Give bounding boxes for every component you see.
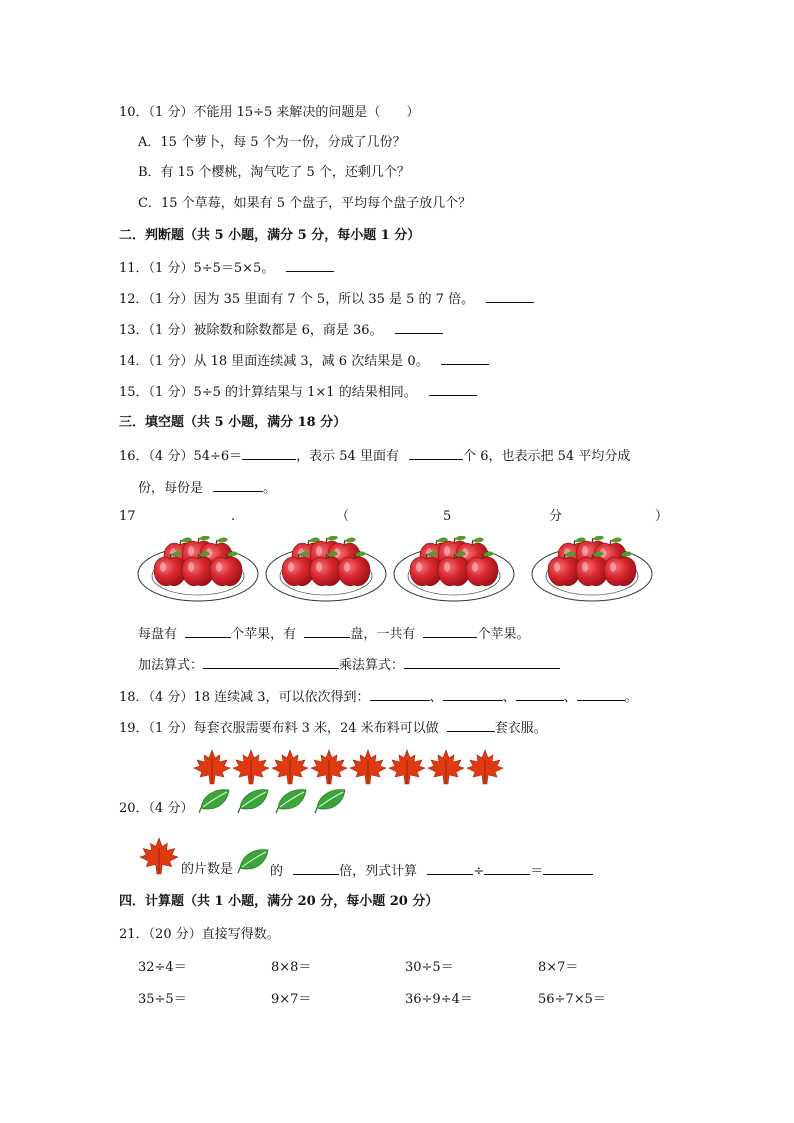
q20-eq: ＝ [530,864,544,879]
q18-blank-4[interactable] [577,687,625,701]
maple-icon [194,750,230,784]
q19-blank[interactable] [447,718,495,732]
q17-blank-total[interactable] [423,624,477,638]
green-leaf-icon [276,790,306,813]
green-leaf-icon [237,846,271,876]
maple-leaves-row [193,748,507,786]
q15 [119,382,477,402]
apple-plates-image [136,536,656,606]
calc-item: 8×8＝ [271,960,312,975]
maple-icon [311,750,347,784]
q16-line1 [119,446,630,466]
q16-part3: 个 6，也表示把 54 平均分成 [463,449,631,464]
q14-text: 14．（1 分）从 18 里面连续减 3，减 6 次结果是 0。 [119,354,429,369]
q17-addition-blank[interactable] [203,655,339,669]
q16-part4: 份，每份是 [138,481,204,496]
q17-right-paren: ） [655,509,669,524]
q20-text-a: 的片数是 [181,862,234,877]
q11-answer-blank[interactable] [286,258,334,272]
q14-answer-blank[interactable] [441,351,489,365]
q18-blank-2[interactable] [443,687,503,701]
q16-part5: 。 [263,481,277,496]
q11 [119,258,334,278]
q17-left-paren: （ [336,509,350,524]
q17-line2 [138,655,560,675]
plate-2 [266,536,386,601]
q17-number: 17 [119,509,136,524]
q20-blank-result[interactable] [543,861,593,875]
green-leaf-icon [315,790,345,813]
green-leaves-row [199,786,349,816]
q16-blank-quotient[interactable] [242,446,296,460]
q17-text-d: 个苹果。 [477,627,530,642]
plate-1 [138,536,258,601]
q13 [119,320,443,340]
q14 [119,351,489,371]
q19-text-a: 19．（1 分）每套衣服需要布料 3 米，24 米布料可以做 [119,721,439,736]
q17-score: 5 [443,509,452,524]
q20-blank-dividend[interactable] [427,861,473,875]
q17-blank-per-plate[interactable] [185,624,231,638]
q17-text-a: 每盘有 [138,627,178,642]
q17-addition-label: 加法算式： [138,658,204,673]
q15-answer-blank[interactable] [429,382,477,396]
q17-unit: 分 [549,509,563,524]
q18-blank-1[interactable] [370,687,430,701]
plate-4 [532,536,652,601]
calc-item: 9×7＝ [271,992,312,1007]
maple-icon [428,750,464,784]
q20-text-c: 倍，列式计算 [339,864,418,879]
q17-dot: . [231,509,236,524]
q17-blank-plates[interactable] [304,624,350,638]
q21-stem: 21．（20 分）直接写得数。 [119,927,280,942]
q10-option-a: A．15 个萝卜，每 5 个为一份，分成了几份？ [138,135,406,150]
q12-text: 12．（1 分）因为 35 里面有 7 个 5，所以 35 是 5 的 7 倍。 [119,292,475,307]
q18-blank-3[interactable] [516,687,564,701]
q18-sep-3: 、 [563,690,577,705]
calc-item: 8×7＝ [538,960,579,975]
q16-line2 [138,478,276,498]
section-2-title: 二．判断题（共 5 小题，满分 5 分，每小题 1 分） [119,228,421,243]
q17-multiplication-blank[interactable] [404,655,560,669]
maple-icon [272,750,308,784]
q13-text: 13．（1 分）被除数和除数都是 6，商是 36。 [119,323,383,338]
maple-icon [138,836,180,876]
calc-item: 32÷4＝ [138,960,187,975]
q18-sep-2: 、 [502,690,516,705]
q20-line [270,861,593,881]
q15-text: 15．（1 分）5÷5 的计算结果与 1×1 的结果相同。 [119,385,417,400]
q19-text-b: 套衣服。 [494,721,547,736]
q16-part1: 16．（4 分）54÷6＝ [119,449,243,464]
q18 [119,687,638,707]
maple-icon [233,750,269,784]
q20-text-b: 的 [270,864,284,879]
q20-blank-times[interactable] [293,861,339,875]
calc-item: 35÷5＝ [138,992,187,1007]
q11-text: 11．（1 分）5÷5＝5×5。 [119,261,275,276]
q17-multiplication-label: 乘法算式： [339,658,405,673]
calc-item: 36÷9÷4＝ [405,992,473,1007]
q18-sep-1: 、 [429,690,443,705]
maple-icon [467,750,503,784]
calc-item: 56÷7×5＝ [538,992,606,1007]
maple-icon [389,750,425,784]
maple-icon [350,750,386,784]
q17-line1 [138,624,529,644]
q10-option-b: B．有 15 个樱桃，淘气吃了 5 个，还剩几个？ [138,165,410,180]
q12-answer-blank[interactable] [486,289,534,303]
q18-end: 。 [624,690,638,705]
q13-answer-blank[interactable] [395,320,443,334]
q16-blank-each[interactable] [213,478,263,492]
q20-label: 20．（4 分） [119,801,194,816]
q10-option-c: C．15 个草莓，如果有 5 个盘子，平均每个盘子放几个？ [138,196,472,211]
green-leaf-icon [238,790,268,813]
q10-stem: 10．（1 分）不能用 15÷5 来解决的问题是（ ） [119,105,420,120]
q12 [119,289,534,309]
q20-div: ÷ [473,864,485,879]
section-3-title: 三．填空题（共 5 小题，满分 18 分） [119,415,347,430]
q16-blank-count[interactable] [409,446,463,460]
section-4-title: 四．计算题（共 1 小题，满分 20 分，每小题 20 分） [119,894,439,909]
q18-text: 18．（4 分）18 连续减 3，可以依次得到： [119,690,370,705]
plate-3 [394,536,514,601]
calc-item: 30÷5＝ [405,960,454,975]
green-leaf-icon [199,790,229,813]
q17-text-b: 个苹果，有 [231,627,297,642]
q19 [119,718,547,738]
q20-blank-divisor[interactable] [484,861,530,875]
q16-part2: ，表示 54 里面有 [296,449,399,464]
q17-text-c: 盘，一共有 [350,627,416,642]
